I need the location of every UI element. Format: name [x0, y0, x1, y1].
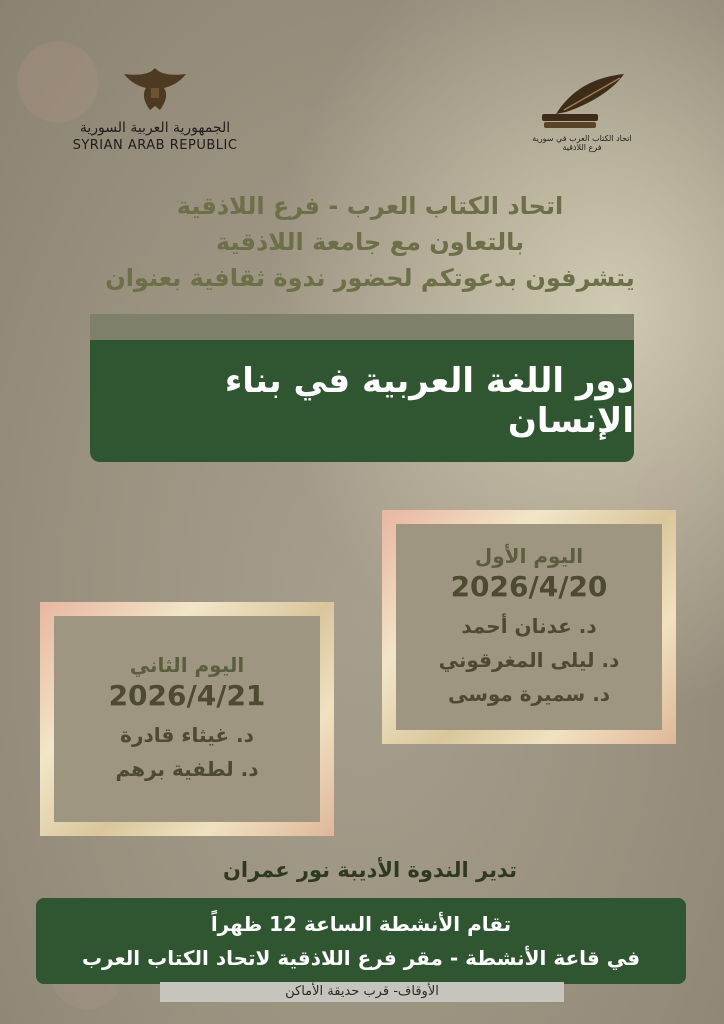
day-one-date: 2026/4/20 — [450, 569, 608, 603]
eagle-emblem-icon — [120, 64, 190, 114]
intro-line-3: يتشرفون بدعوتكم لحضور ندوة ثقافية بعنوان — [105, 264, 635, 292]
intro-line-2: بالتعاون مع جامعة اللاذقية — [215, 228, 525, 256]
title-box — [90, 340, 634, 462]
speaker-name: د. لطفية برهم — [115, 756, 259, 781]
day-two-panel — [54, 616, 320, 822]
speaker-name: د. ليلى المغرقوني — [438, 647, 620, 672]
day-two-date: 2026/4/21 — [108, 678, 266, 712]
speaker-name: د. غيثاء قادرة — [120, 722, 254, 747]
day-one-label: اليوم الأول — [474, 543, 584, 568]
intro-line-1: اتحاد الكتاب العرب - فرع اللاذقية — [176, 192, 564, 220]
speaker-name: د. سميرة موسى — [447, 681, 611, 706]
speaker-name: د. عدنان أحمد — [461, 613, 597, 638]
footer-address: الأوقاف- قرب حديقة الأماكن — [160, 982, 564, 1002]
republic-name-arabic: الجمهورية العربية السورية — [79, 120, 231, 136]
seminar-title: دور اللغة العربية في بناء الإنسان — [224, 361, 634, 441]
day-one-frame — [382, 510, 676, 744]
quill-book-icon — [536, 72, 628, 132]
day-one-panel — [396, 524, 662, 730]
union-caption-line2: فرع اللاذقية — [562, 143, 602, 152]
footer-time: تقام الأنشطة الساعة 12 ظهراً — [210, 912, 512, 936]
syrian-republic-logo — [70, 64, 240, 153]
writers-union-logo — [532, 72, 632, 152]
footer-place: في قاعة الأنشطة - مقر فرع اللاذقية لاتحاد الكتاب العرب — [81, 946, 641, 970]
day-two-frame — [40, 602, 334, 836]
day-two-label: اليوم الثاني — [129, 652, 245, 677]
footer-box — [36, 898, 686, 984]
republic-name-english: SYRIAN ARAB REPUBLIC — [72, 138, 238, 153]
moderator-line: تدير الندوة الأديبة نور عمران — [223, 858, 517, 882]
union-caption-line1: اتحاد الكتاب العرب في سورية — [532, 134, 632, 143]
title-header-band — [90, 314, 634, 340]
